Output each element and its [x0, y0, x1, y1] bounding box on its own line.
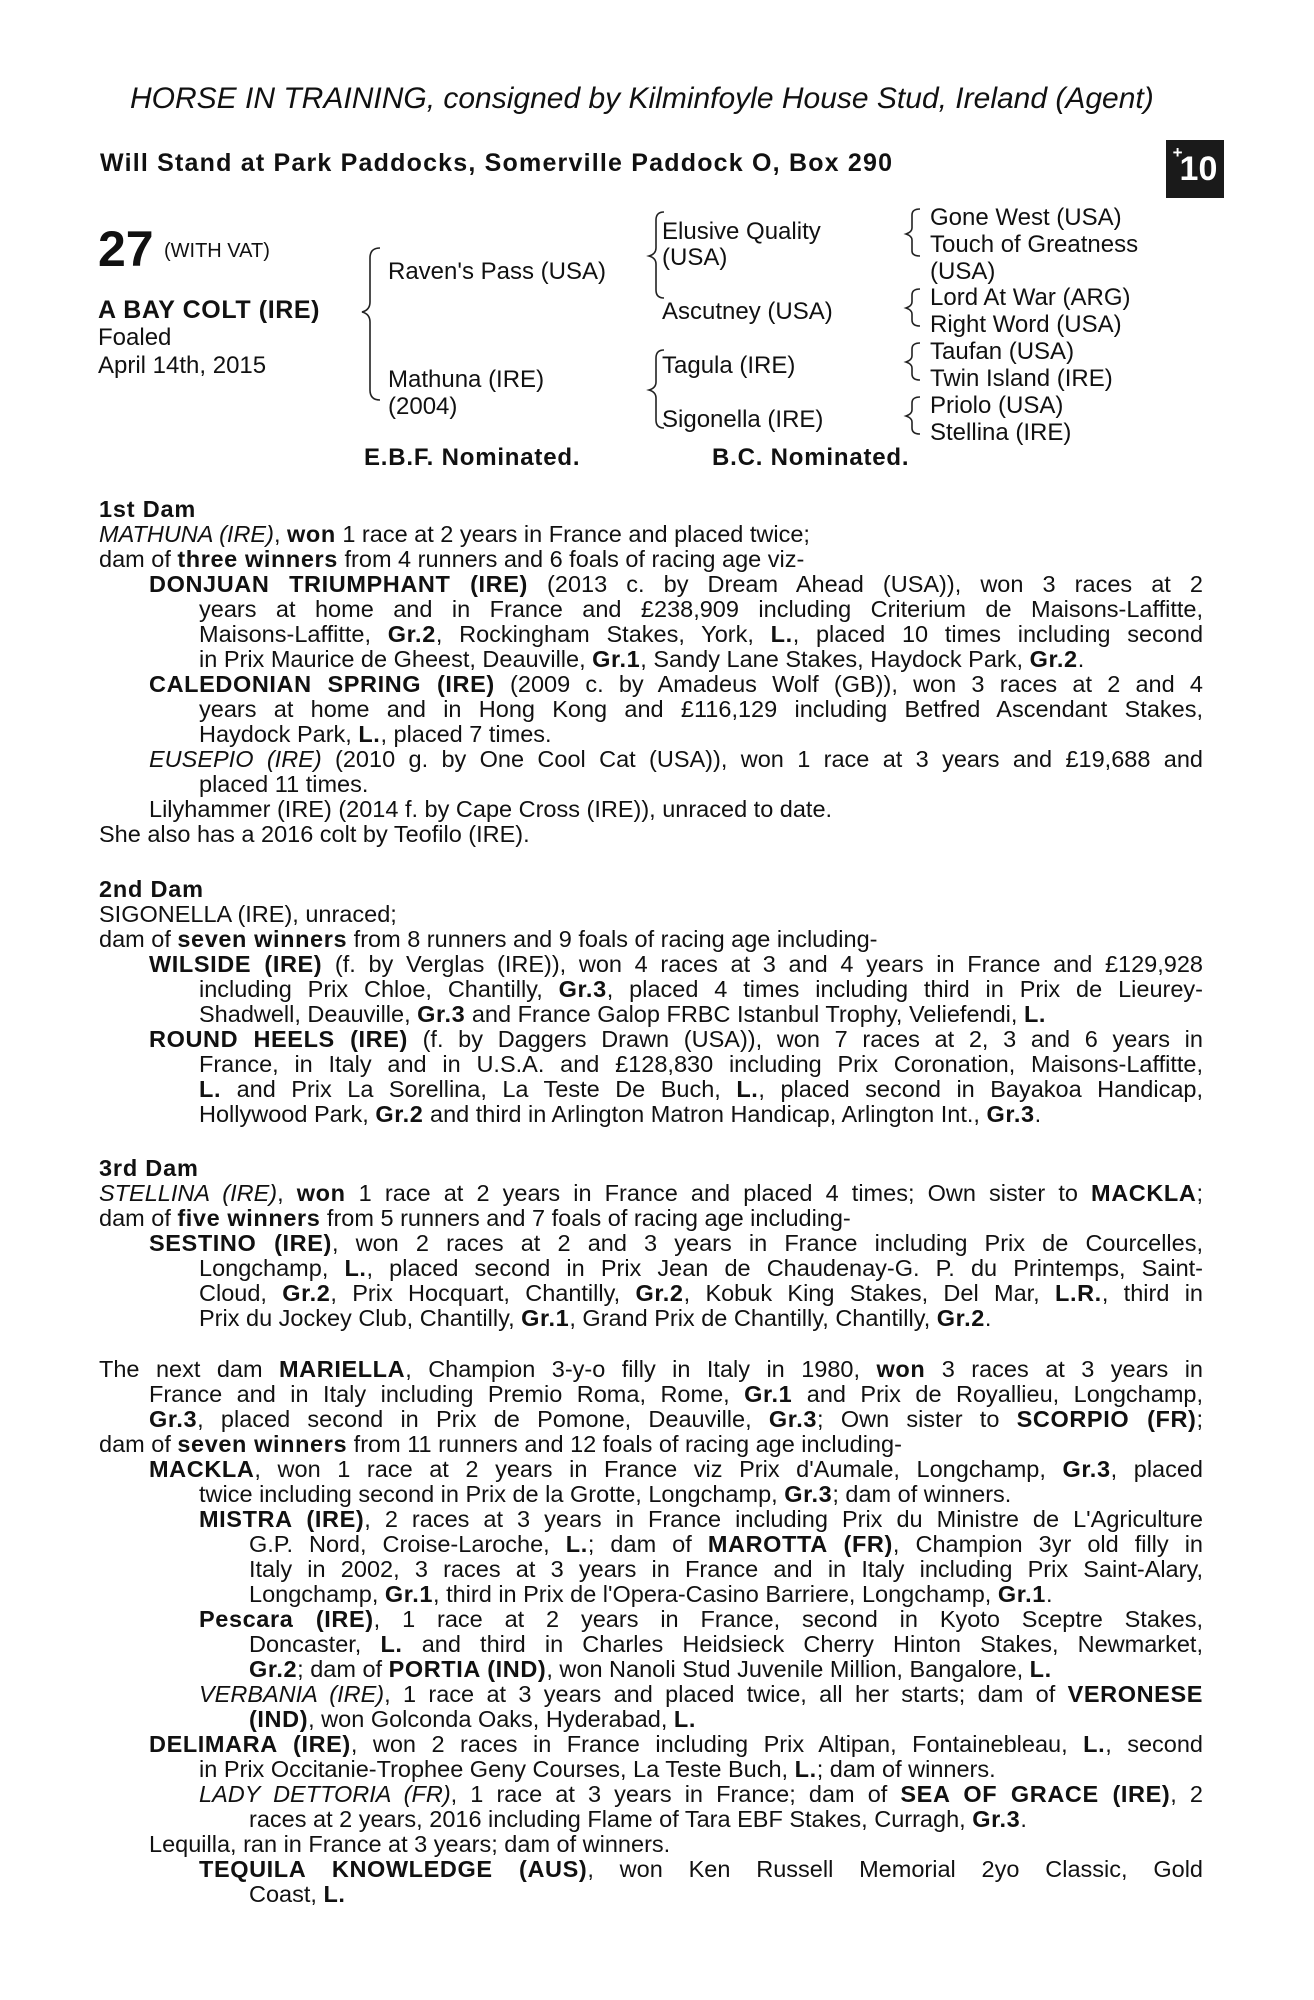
pedigree-line: She also has a 2016 colt by Teofilo (IRE).: [99, 821, 530, 847]
pedigree-line: Shadwell, Deauville, Gr.3 and France Galop FRBC Istanbul Trophy, Veliefendi, L.: [199, 1001, 1047, 1027]
pedigree-line: Gr.2; dam of PORTIA (IND), won Nanoli Stud Juvenile Million, Bangalore, L.: [249, 1656, 1052, 1682]
pedigree-line: Longchamp, L., placed second in Prix Jean de Chaudenay-G. P. du Printemps, Saint-: [199, 1255, 1203, 1281]
pedigree-line: years at home and in Hong Kong and £116,129 including Betfred Ascendant Stakes,: [199, 696, 1203, 722]
pedigree-line: in Prix Occitanie-Trophee Geny Courses, La Teste Buch, L.; dam of winners.: [199, 1756, 996, 1782]
pedigree-line: LADY DETTORIA (FR), 1 race at 3 years in France; dam of SEA OF GRACE (IRE), 2: [199, 1781, 1203, 1807]
pedigree-line: dam of seven winners from 11 runners and 12 foals of racing age including-: [99, 1431, 902, 1457]
badge-number: 10: [1179, 150, 1218, 188]
pedigree-line: SIGONELLA (IRE), unraced;: [99, 901, 397, 927]
pedigree-line: G.P. Nord, Croise-Laroche, L.; dam of MAROTTA (FR), Champion 3yr old filly in: [249, 1531, 1203, 1557]
grandsire-8: Stellina (IRE): [930, 419, 1072, 446]
pedigree-line: WILSIDE (IRE) (f. by Verglas (IRE)), won 4 races at 3 and 4 years in France and £129,928: [149, 951, 1203, 977]
grandsire-4: Right Word (USA): [930, 311, 1122, 338]
pedigree-line: MISTRA (IRE), 2 races at 3 years in France including Prix du Ministre de L'Agriculture: [199, 1506, 1203, 1532]
grandsire-1: Gone West (USA): [930, 204, 1122, 231]
sire: Raven's Pass (USA): [388, 258, 606, 285]
dams-sire: Tagula (IRE): [662, 352, 796, 379]
pedigree-line: twice including second in Prix de la Grotte, Longchamp, Gr.3; dam of winners.: [199, 1481, 1012, 1507]
pedigree-line: Italy in 2002, 3 races at 3 years in France and in Italy including Prix Saint-Alary,: [249, 1556, 1203, 1582]
pedigree-line: DONJUAN TRIUMPHANT (IRE) (2013 c. by Dream Ahead (USA)), won 3 races at 2: [149, 571, 1203, 597]
pedigree-line: DELIMARA (IRE), won 2 races in France including Prix Altipan, Fontainebleau, L., second: [149, 1731, 1203, 1757]
grandsire-6: Twin Island (IRE): [930, 365, 1113, 392]
pedigree-line: France, in Italy and in U.S.A. and £128,830 including Prix Coronation, Maisons-Laffitte,: [199, 1051, 1203, 1077]
bc-nominated: B.C. Nominated.: [712, 444, 910, 471]
third-dam-heading: 3rd Dam: [99, 1155, 199, 1181]
pedigree-line: dam of three winners from 4 runners and 6 foals of racing age viz-: [99, 546, 805, 572]
pedigree-line: France and in Italy including Premio Roma, Rome, Gr.1 and Prix de Royallieu, Longchamp,: [149, 1381, 1203, 1407]
dam-name: Mathuna (IRE): [388, 366, 545, 393]
pedigree-line: in Prix Maurice de Gheest, Deauville, Gr.1, Sandy Lane Stakes, Haydock Park, Gr.2.: [199, 646, 1085, 672]
pedigree-line: ROUND HEELS (IRE) (f. by Daggers Drawn (USA)), won 7 races at 2, 3 and 6 years in: [149, 1026, 1203, 1052]
pedigree-line: Longchamp, Gr.1, third in Prix de l'Opera-Casino Barriere, Longchamp, Gr.1.: [249, 1581, 1053, 1607]
pedigree-line: (IND), won Golconda Oaks, Hyderabad, L.: [249, 1706, 696, 1732]
pedigree-line: Lilyhammer (IRE) (2014 f. by Cape Cross (IRE)), unraced to date.: [149, 796, 833, 822]
second-dam-heading: 2nd Dam: [99, 876, 204, 902]
pedigree-line: Maisons-Laffitte, Gr.2, Rockingham Stakes, York, L., placed 10 times including second: [199, 621, 1204, 647]
pedigree-line: Prix du Jockey Club, Chantilly, Gr.1, Grand Prix de Chantilly, Chantilly, Gr.2.: [199, 1305, 992, 1331]
pedigree-line: including Prix Chloe, Chantilly, Gr.3, placed 4 times including third in Prix de Lieurey-: [199, 976, 1203, 1002]
pedigree-line: L. and Prix La Sorellina, La Teste De Buch, L., placed second in Bayakoa Handicap,: [199, 1076, 1203, 1102]
pedigree-line: Haydock Park, L., placed 7 times.: [199, 721, 552, 747]
pedigree-line: The next dam MARIELLA, Champion 3-y-o filly in Italy in 1980, won 3 races at 3 years in: [99, 1356, 1203, 1382]
grandsire-7: Priolo (USA): [930, 392, 1064, 419]
pedigree-line: TEQUILA KNOWLEDGE (AUS), won Ken Russell Memorial 2yo Classic, Gold: [199, 1856, 1203, 1882]
pedigree-line: Gr.3, placed second in Prix de Pomone, Deauville, Gr.3; Own sister to SCORPIO (FR);: [149, 1406, 1203, 1432]
badge-plus: +: [1172, 143, 1183, 162]
foaled-date: April 14th, 2015: [98, 352, 267, 379]
dam-year: (2004): [388, 393, 458, 420]
pedigree-line: placed 11 times.: [199, 771, 369, 797]
pedigree-line: Cloud, Gr.2, Prix Hocquart, Chantilly, Gr.2, Kobuk King Stakes, Del Mar, L.R., third in: [199, 1280, 1203, 1306]
grandsire-2: Touch of Greatness: [930, 231, 1139, 258]
stand-location: Will Stand at Park Paddocks, Somerville Paddock O, Box 290: [100, 149, 894, 177]
pedigree-line: Doncaster, L. and third in Charles Heidsieck Cherry Hinton Stakes, Newmarket,: [249, 1631, 1203, 1657]
horse-name: A BAY COLT (IRE): [98, 296, 321, 324]
lot-number: 27: [98, 221, 154, 277]
pedigree-line: SESTINO (IRE), won 2 races at 2 and 3 years in France including Prix de Courcelles,: [149, 1230, 1203, 1256]
ebf-nominated: E.B.F. Nominated.: [364, 444, 581, 471]
pedigree-line: dam of seven winners from 8 runners and 9 foals of racing age including-: [99, 926, 878, 952]
pedigree-line: MATHUNA (IRE), won 1 race at 2 years in France and placed twice;: [99, 521, 810, 547]
grandsire-2-country: (USA): [930, 258, 996, 285]
pedigree-line: CALEDONIAN SPRING (IRE) (2009 c. by Amadeus Wolf (GB)), won 3 races at 2 and 4: [149, 671, 1203, 697]
grandsire-5: Taufan (USA): [930, 338, 1075, 365]
pedigree-line: Coast, L.: [249, 1881, 346, 1907]
vat-label: (WITH VAT): [164, 240, 270, 262]
pedigree-line: STELLINA (IRE), won 1 race at 2 years in France and placed 4 times; Own sister to MACKLA;: [99, 1180, 1203, 1206]
pedigree-line: races at 2 years, 2016 including Flame of Tara EBF Stakes, Curragh, Gr.3.: [249, 1806, 1027, 1832]
sires-sire: Elusive Quality: [662, 218, 821, 245]
foaled-label: Foaled: [98, 324, 172, 351]
sires-dam: Ascutney (USA): [662, 298, 833, 325]
grandsire-3: Lord At War (ARG): [930, 284, 1131, 311]
pedigree-line: years at home and in France and £238,909 including Criterium de Maisons-Laffitte,: [199, 596, 1203, 622]
sires-sire-country: (USA): [662, 244, 728, 271]
dams-dam: Sigonella (IRE): [662, 406, 824, 433]
pedigree-line: Hollywood Park, Gr.2 and third in Arlington Matron Handicap, Arlington Int., Gr.3.: [199, 1101, 1042, 1127]
pedigree-line: dam of five winners from 5 runners and 7 foals of racing age including-: [99, 1205, 851, 1231]
first-dam-heading: 1st Dam: [99, 496, 197, 522]
page-heading: HORSE IN TRAINING, consigned by Kilminfoyle House Stud, Ireland (Agent): [130, 82, 1154, 115]
pedigree-line: Pescara (IRE), 1 race at 2 years in France, second in Kyoto Sceptre Stakes,: [199, 1606, 1203, 1632]
pedigree-line: Lequilla, ran in France at 3 years; dam of winners.: [149, 1831, 671, 1857]
pedigree-line: VERBANIA (IRE), 1 race at 3 years and placed twice, all her starts; dam of VERONESE: [199, 1681, 1204, 1707]
pedigree-line: EUSEPIO (IRE) (2010 g. by One Cool Cat (USA)), won 1 race at 3 years and £19,688 and: [149, 746, 1203, 772]
pedigree-line: MACKLA, won 1 race at 2 years in France viz Prix d'Aumale, Longchamp, Gr.3, placed: [149, 1456, 1204, 1482]
